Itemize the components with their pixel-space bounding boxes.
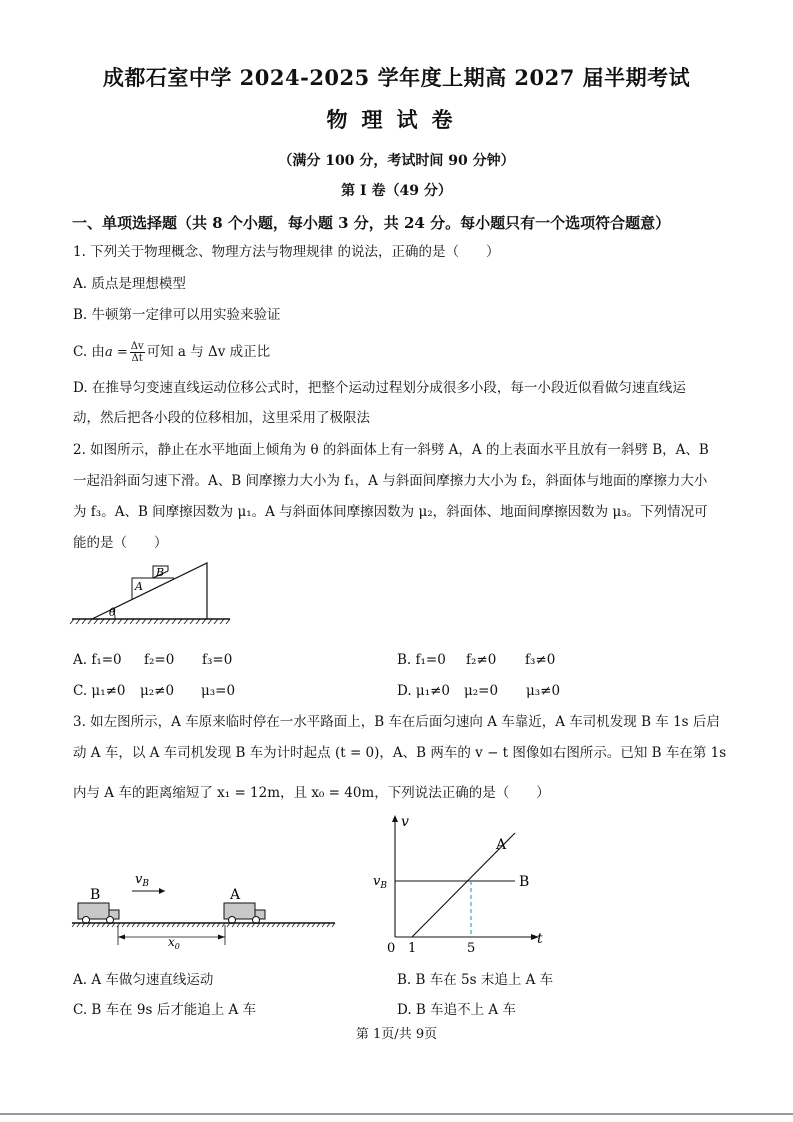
q1-option-c-prefix: C. 由 (73, 344, 105, 360)
fraction-dv-dt: $\frac{\Delta v}{\Delta t}$ (130, 341, 144, 364)
q2-stem-line2: 一起沿斜面匀速下滑。A、B 间摩擦力大小为 f₁，A 与斜面间摩擦力大小为 f₂，斜面体与地面的摩擦力大小 (73, 473, 708, 489)
q2-option-b-3: f₃≠0 (525, 652, 556, 668)
q3-stem-line1: 3. 如左图所示，A 车原来临时停在一水平路面上，B 车在后面匀速向 A 车靠近，A 车司机发现 B 车 1s 后启 (73, 714, 720, 730)
tick-1: 1 (408, 941, 417, 956)
q2-option-d-1: D. μ₁≠0 (397, 683, 451, 699)
q2-option-d-3: μ₃≠0 (526, 683, 561, 699)
label-a: A (135, 580, 143, 593)
velocity-arrowhead (159, 888, 165, 894)
q2-option-b-1: B. f₁=0 (397, 652, 446, 668)
page-title: 成都石室中学 2024-2025 学年度上期高 2027 届半期考试 (102, 65, 691, 90)
label-theta: θ (109, 606, 116, 619)
q1-option-d-line2: 动，然后把各小段的位移相加，这里采用了极限法 (73, 410, 370, 426)
q2-option-a-3: f₃=0 (202, 652, 233, 668)
q2-stem-line1: 2. 如图所示，静止在水平地面上倾角为 θ 的斜面体上有一斜劈 A，A 的上表面水平且放有一斜劈 B，A、B (73, 442, 709, 458)
x0-arrow-right (218, 935, 225, 940)
q3-option-c: C. B 车在 9s 后才能追上 A 车 (73, 1002, 257, 1018)
vt-graph (365, 812, 550, 957)
label-t-axis: t (537, 931, 543, 947)
subject-title: 物理试卷 (326, 107, 467, 132)
tick-0: 0 (387, 941, 396, 956)
label-vb: $v_B$ (135, 872, 149, 889)
label-line-b: B (519, 874, 530, 890)
q3-stem-line3: 内与 A 车的距离缩短了 x₁ = 12m，且 x₀ = 40m，下列说法正确的是（ ） (73, 785, 550, 801)
q3-option-b: B. B 车在 5s 末追上 A 车 (397, 972, 554, 988)
volume-title: 第 I 卷（49 分） (341, 183, 452, 199)
q3-option-d: D. B 车追不上 A 车 (397, 1002, 516, 1018)
q3-stem-line2: 动 A 车，以 A 车司机发现 B 车为计时起点 (t = 0)，A、B 两车的 v − t 图像如右图所示。已知 B 车在第 1s (73, 745, 727, 761)
q2-option-c-3: μ₃=0 (201, 683, 236, 699)
q1-option-a: A. 质点是理想模型 (73, 276, 186, 292)
q2-stem-line4: 能的是（ ） (73, 535, 168, 551)
q3-option-a: A. A 车做匀速直线运动 (73, 972, 214, 988)
ground-hatching (70, 619, 230, 624)
v-axis-arrowhead (392, 815, 398, 822)
tick-5: 5 (467, 941, 476, 956)
page-number: 第 1页/共 9页 (355, 1027, 438, 1042)
label-b: B (156, 566, 165, 579)
car-b (78, 903, 119, 924)
label-line-a: A (496, 837, 507, 853)
q2-option-c-2: μ₂≠0 (140, 683, 175, 699)
car-a (224, 903, 265, 924)
q2-option-d-2: μ₂=0 (464, 683, 499, 699)
q1-stem: 1. 下列关于物理概念、物理方法与物理规律 的说法，正确的是（ ） (73, 244, 500, 260)
q1-option-b: B. 牛顿第一定律可以用实验来验证 (73, 307, 281, 323)
exam-note: （满分 100 分，考试时间 90 分钟） (278, 153, 515, 169)
label-car-b: B (90, 887, 101, 903)
q2-stem-line3: 为 f₃。A、B 间摩擦因数为 μ₁。A 与斜面体间摩擦因数为 μ₂，斜面体、地面间摩擦因数为 μ₃。下列情况可 (73, 504, 708, 520)
label-x0: $x_0$ (168, 935, 180, 951)
x0-arrow-left (118, 935, 125, 940)
label-v-axis: v (401, 814, 409, 830)
bottom-rule (0, 1113, 793, 1115)
incline-figure (70, 555, 240, 630)
q1-option-c-suffix: 可知 a 与 Δv 成正比 (146, 344, 271, 360)
q2-option-a-1: A. f₁=0 (73, 652, 122, 668)
cars-figure (70, 865, 340, 950)
q2-option-a-2: f₂=0 (144, 652, 175, 668)
label-car-a: A (230, 887, 241, 903)
q1-option-c (73, 341, 270, 364)
q1-option-d-line1: D. 在推导匀变速直线运动位移公式时，把整个运动过程划分成很多小段，每一小段近似看做匀速直线运 (73, 380, 686, 396)
label-vb-tick: $v_B$ (373, 874, 387, 891)
q2-option-b-2: f₂≠0 (466, 652, 497, 668)
q2-option-c-1: C. μ₁≠0 (73, 683, 126, 699)
section-title: 一、单项选择题（共 8 个小题，每小题 3 分，共 24 分。每小题只有一个选项符合题意） (72, 214, 671, 232)
acceleration-formula: a = (104, 344, 128, 360)
